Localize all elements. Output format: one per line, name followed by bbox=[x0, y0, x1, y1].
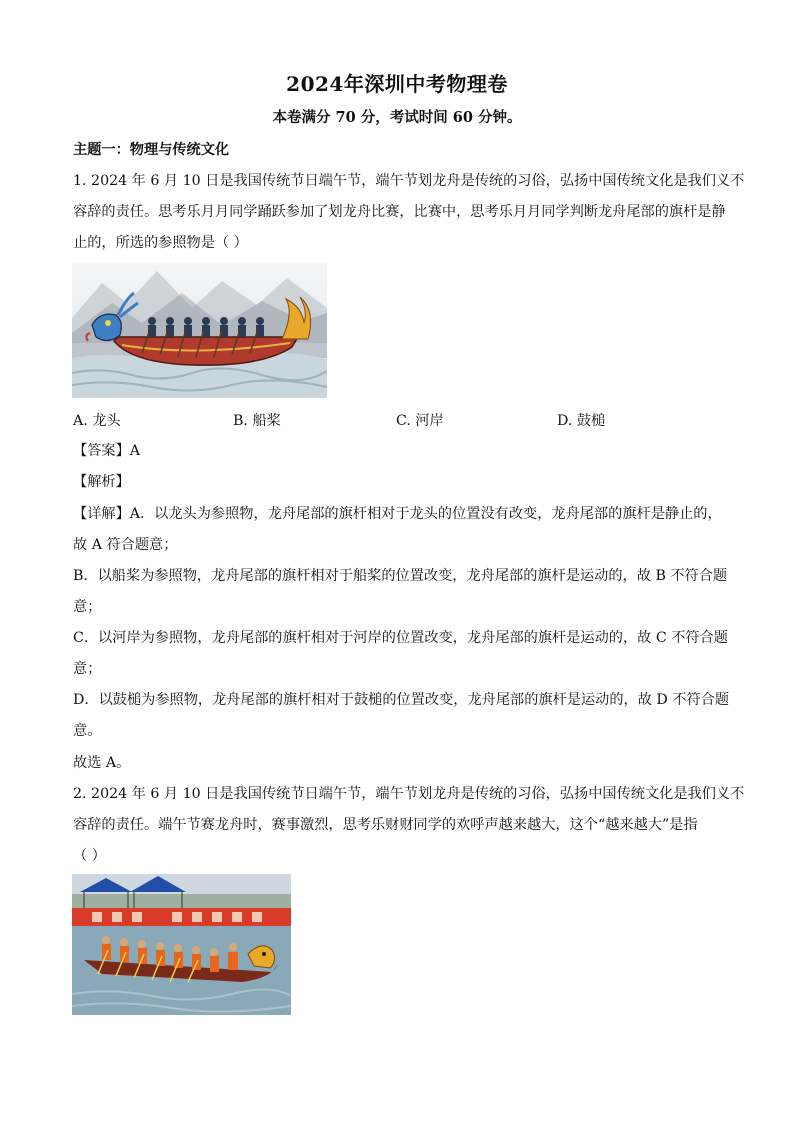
detail-line: 意。 bbox=[73, 723, 102, 739]
answer-line: 【答案】A bbox=[73, 443, 140, 459]
detail-line: C．以河岸为参照物，龙舟尾部的旗杆相对于河岸的位置改变，龙舟尾部的旗杆是运动的，故 C 不符合题 bbox=[73, 630, 728, 646]
option-c: C. 河岸 bbox=[396, 413, 444, 429]
detail-line: 意； bbox=[73, 599, 102, 615]
q1-stem-line: 止的，所选的参照物是（ ） bbox=[73, 235, 248, 251]
detail-line: 故选 A。 bbox=[73, 755, 131, 771]
q2-stem-line: 2. 2024 年 6 月 10 日是我国传统节日端午节，端午节划龙舟是传统的习俗，弘扬中国传统文化是我们义不 bbox=[73, 786, 745, 802]
q1-stem-line: 1. 2024 年 6 月 10 日是我国传统节日端午节，端午节划龙舟是传统的习俗，弘扬中国传统文化是我们义不 bbox=[73, 173, 745, 189]
option-b: B. 船桨 bbox=[233, 413, 281, 429]
exam-title: 2024年深圳中考物理卷 bbox=[286, 72, 508, 96]
section-heading: 主题一：物理与传统文化 bbox=[73, 142, 230, 158]
dragon-boat-illustration bbox=[72, 263, 327, 398]
q2-stem-line: 容辞的责任。端午节赛龙舟时，赛事激烈，思考乐财财同学的欢呼声越来越大，这个“越来越大”是指 bbox=[73, 817, 698, 833]
q1-stem-line: 容辞的责任。思考乐月月同学踊跃参加了划龙舟比赛，比赛中，思考乐月月同学判断龙舟尾部的旗杆是静 bbox=[73, 204, 726, 220]
detail-line: 意； bbox=[73, 661, 102, 677]
dragon-boat-race-photo bbox=[72, 874, 291, 1015]
option-a: A. 龙头 bbox=[73, 413, 121, 429]
option-d: D. 鼓槌 bbox=[557, 413, 606, 429]
detail-line: 故 A 符合题意； bbox=[73, 537, 178, 553]
analysis-label: 【解析】 bbox=[73, 474, 130, 490]
detail-line: D．以鼓槌为参照物，龙舟尾部的旗杆相对于鼓槌的位置改变，龙舟尾部的旗杆是运动的，故 D 不符合题 bbox=[73, 692, 730, 708]
q2-stem-line: （ ） bbox=[73, 848, 106, 864]
exam-subtitle: 本卷满分 70 分，考试时间 60 分钟。 bbox=[272, 109, 522, 126]
detail-line: B．以船桨为参照物，龙舟尾部的旗杆相对于船桨的位置改变，龙舟尾部的旗杆是运动的，故 B 不符合题 bbox=[73, 568, 728, 584]
detail-line: 【详解】A．以龙头为参照物，龙舟尾部的旗杆相对于龙头的位置没有改变，龙舟尾部的旗杆是静止的， bbox=[73, 506, 722, 522]
